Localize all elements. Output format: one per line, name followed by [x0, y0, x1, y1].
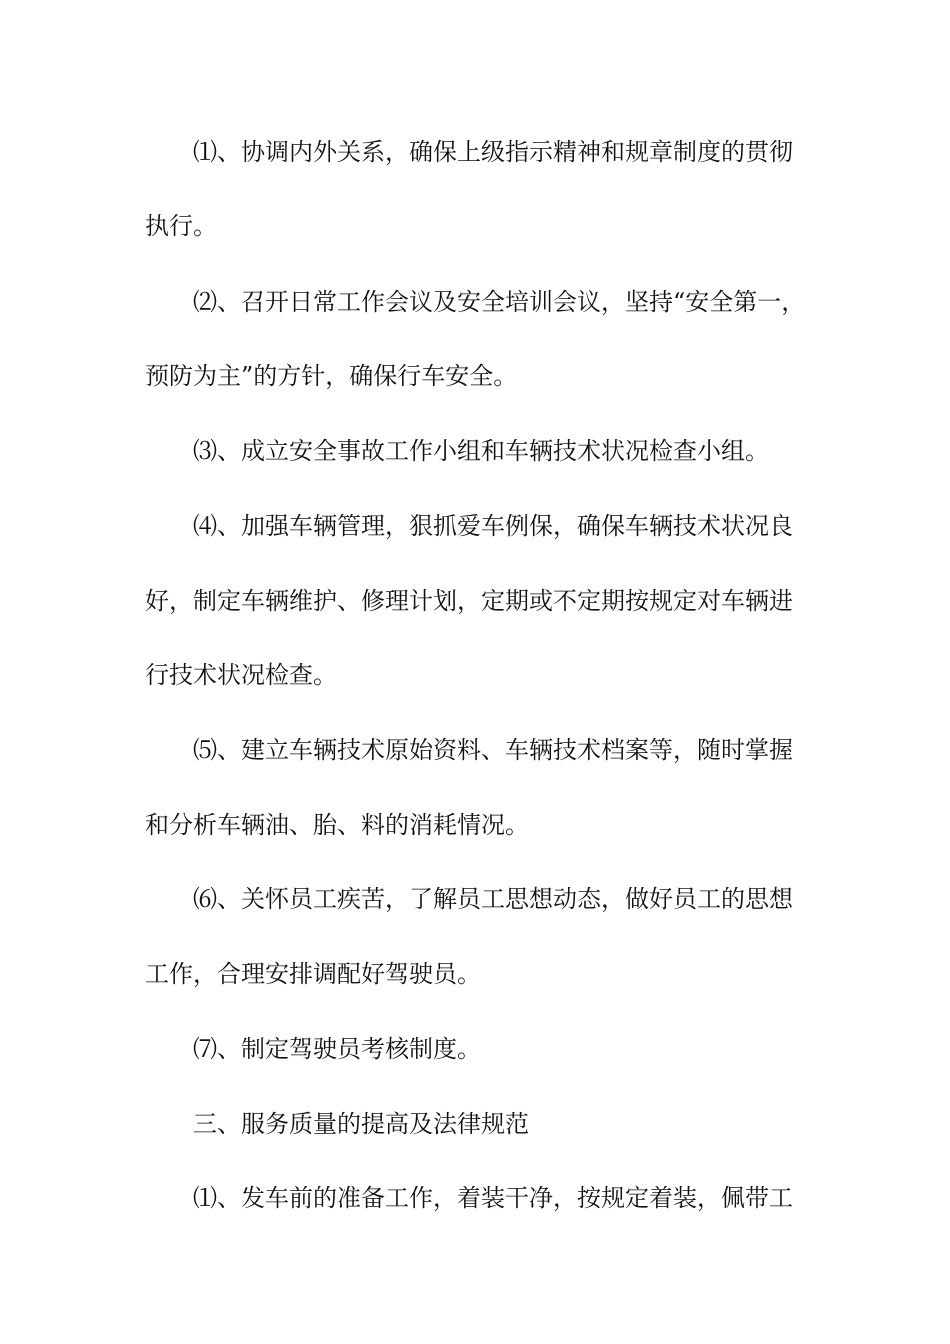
paragraph-line: 工作，合理安排调配好驾驶员。	[145, 960, 481, 988]
paragraph-line: 和分析车辆油、胎、料的消耗情况。	[145, 811, 529, 839]
paragraph-line: ⑸、建立车辆技术原始资料、车辆技术档案等，随时掌握	[193, 736, 793, 764]
paragraph-line: 好，制定车辆维护、修理计划，定期或不定期按规定对车辆进	[145, 587, 793, 615]
paragraph-line: 执行。	[145, 212, 217, 240]
paragraph-line: 预防为主”的方针，确保行车安全。	[145, 362, 518, 390]
paragraph-line: ⑹、关怀员工疾苦，了解员工思想动态，做好员工的思想	[193, 885, 793, 913]
paragraph-line: ⑺、制定驾驶员考核制度。	[193, 1035, 481, 1063]
paragraph-line: ⑵、召开日常工作会议及安全培训会议，坚持“安全第一，	[193, 288, 806, 316]
section-heading: 三、服务质量的提高及法律规范	[193, 1110, 529, 1138]
paragraph-line: 行技术状况检查。	[145, 661, 337, 689]
paragraph-line: ⑶、成立安全事故工作小组和车辆技术状况检查小组。	[193, 437, 769, 465]
paragraph-line: ⑷、加强车辆管理，狠抓爱车例保，确保车辆技术状况良	[193, 512, 793, 540]
paragraph-line: ⑴、发车前的准备工作，着装干净，按规定着装，佩带工	[193, 1184, 793, 1212]
paragraph-line: ⑴、协调内外关系，确保上级指示精神和规章制度的贯彻	[193, 138, 793, 166]
